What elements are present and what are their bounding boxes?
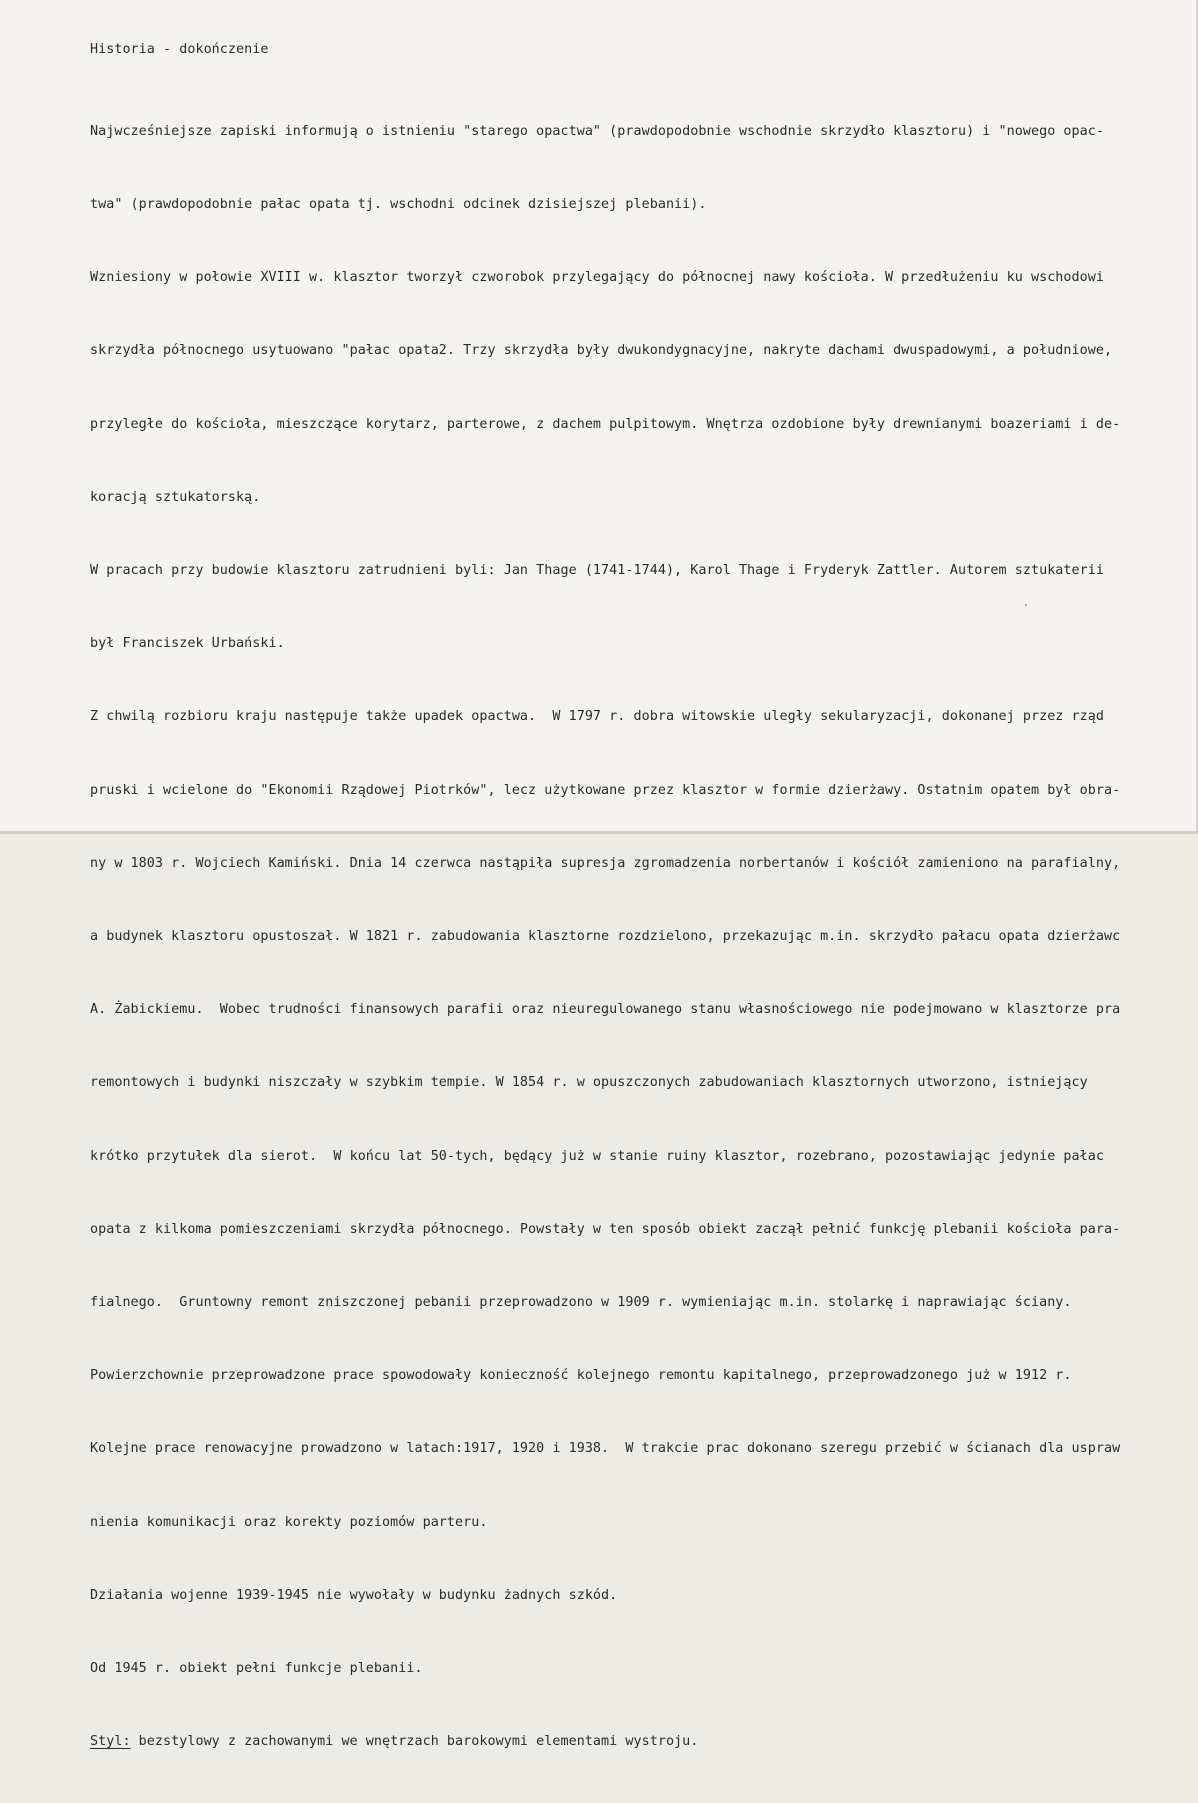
text-line: Kolejne prace renowacyjne prowadzono w latach:1917, 1920 i 1938. W trakcie prac dokonano szeregu przebić w ścianach dla uspraw [90, 1441, 1121, 1457]
page-title: Historia - dokończenie [90, 42, 269, 57]
text-line: przyległe do kościoła, mieszczące korytarz, parterowe, z dachem pulpitowym. Wnętrza ozdobione były drewnianymi boazeriami i de- [90, 416, 1121, 432]
text-line: był Franciszek Urbański. [90, 636, 285, 652]
text-line: skrzydła północnego usytuowano "pałac opata2. Trzy skrzydła były dwukondygnacyjne, nakryte dachami dwuspadowymi, a południowe, [90, 343, 1113, 359]
paper-speck [1025, 604, 1027, 606]
text-line: W pracach przy budowie klasztoru zatrudnieni byli: Jan Thage (1741-1744), Karol Thage i Fryderyk Zattler. Autorem sztukaterii [90, 563, 1104, 579]
text-line: Od 1945 r. obiekt pełni funkcje plebanii. [90, 1661, 423, 1677]
document-body [90, 71, 1120, 1803]
text-line: a budynek klasztoru opustoszał. W 1821 r. zabudowania klasztorne rozdzielono, przekazując m.in. skrzydło pałacu opata dzierżawc [90, 929, 1121, 945]
text-line: fialnego. Gruntowny remont zniszczonej pebanii przeprowadzono w 1909 r. wymieniając m.in. stolarkę i naprawiając ściany. [90, 1295, 1072, 1311]
style-text: bezstylowy z zachowanymi we wnętrzach barokowymi elementami wystroju. [130, 1734, 699, 1750]
style-label: Styl: [90, 1734, 131, 1750]
style-line [90, 1730, 1120, 1754]
text-line: Działania wojenne 1939-1945 nie wywołały w budynku żadnych szkód. [90, 1587, 618, 1603]
text-line: Z chwilą rozbioru kraju następuje także upadek opactwa. W 1797 r. dobra witowskie uległy sekularyzacji, dokonanej przez rząd [90, 709, 1104, 725]
text-line: ny w 1803 r. Wojciech Kamiński. Dnia 14 czerwca nastąpiła supresja zgromadzenia norbertanów i kościół zamieniono na parafialny, [90, 855, 1121, 871]
text-line: pruski i wcielone do "Ekonomii Rządowej Piotrków", lecz użytkowane przez klasztor w formie dzierżawy. Ostatnim opatem był obra- [90, 782, 1121, 798]
text-line: twa" (prawdopodobnie pałac opata tj. wschodni odcinek dzisiejszej plebanii). [90, 197, 707, 213]
text-line: krótko przytułek dla sierot. W końcu lat 50-tych, będący już w stanie ruiny klasztor, rozebrano, pozostawiając jedynie pałac [90, 1148, 1104, 1164]
text-line: nienia komunikacji oraz korekty poziomów parteru. [90, 1514, 488, 1530]
text-line: Najwcześniejsze zapiski informują o istnieniu "starego opactwa" (prawdopodobnie wschodnie skrzydło klasztoru) i "nowego opac- [90, 123, 1104, 139]
text-line: remontowych i budynki niszczały w szybkim tempie. W 1854 r. w opuszczonych zabudowaniach klasztornych utworzono, istniejący [90, 1075, 1088, 1091]
text-line: koracją sztukatorską. [90, 489, 261, 505]
text-line: opata z kilkoma pomieszczeniami skrzydła północnego. Powstały w ten sposób obiekt zaczął pełnić funkcję plebanii kościoła para- [90, 1221, 1121, 1237]
text-line: Powierzchownie przeprowadzone prace spowodowały konieczność kolejnego remontu kapitalnego, przeprowadzonego już w 1912 r. [90, 1368, 1072, 1384]
text-line: Wzniesiony w połowie XVIII w. klasztor tworzył czworobok przylegający do północnej nawy kościoła. W przedłużeniu ku wschodowi [90, 270, 1104, 286]
text-line: A. Żabickiemu. Wobec trudności finansowych parafii oraz nieuregulowanego stanu własnościowego nie podejmowano w klasztorze pra [90, 1002, 1121, 1018]
